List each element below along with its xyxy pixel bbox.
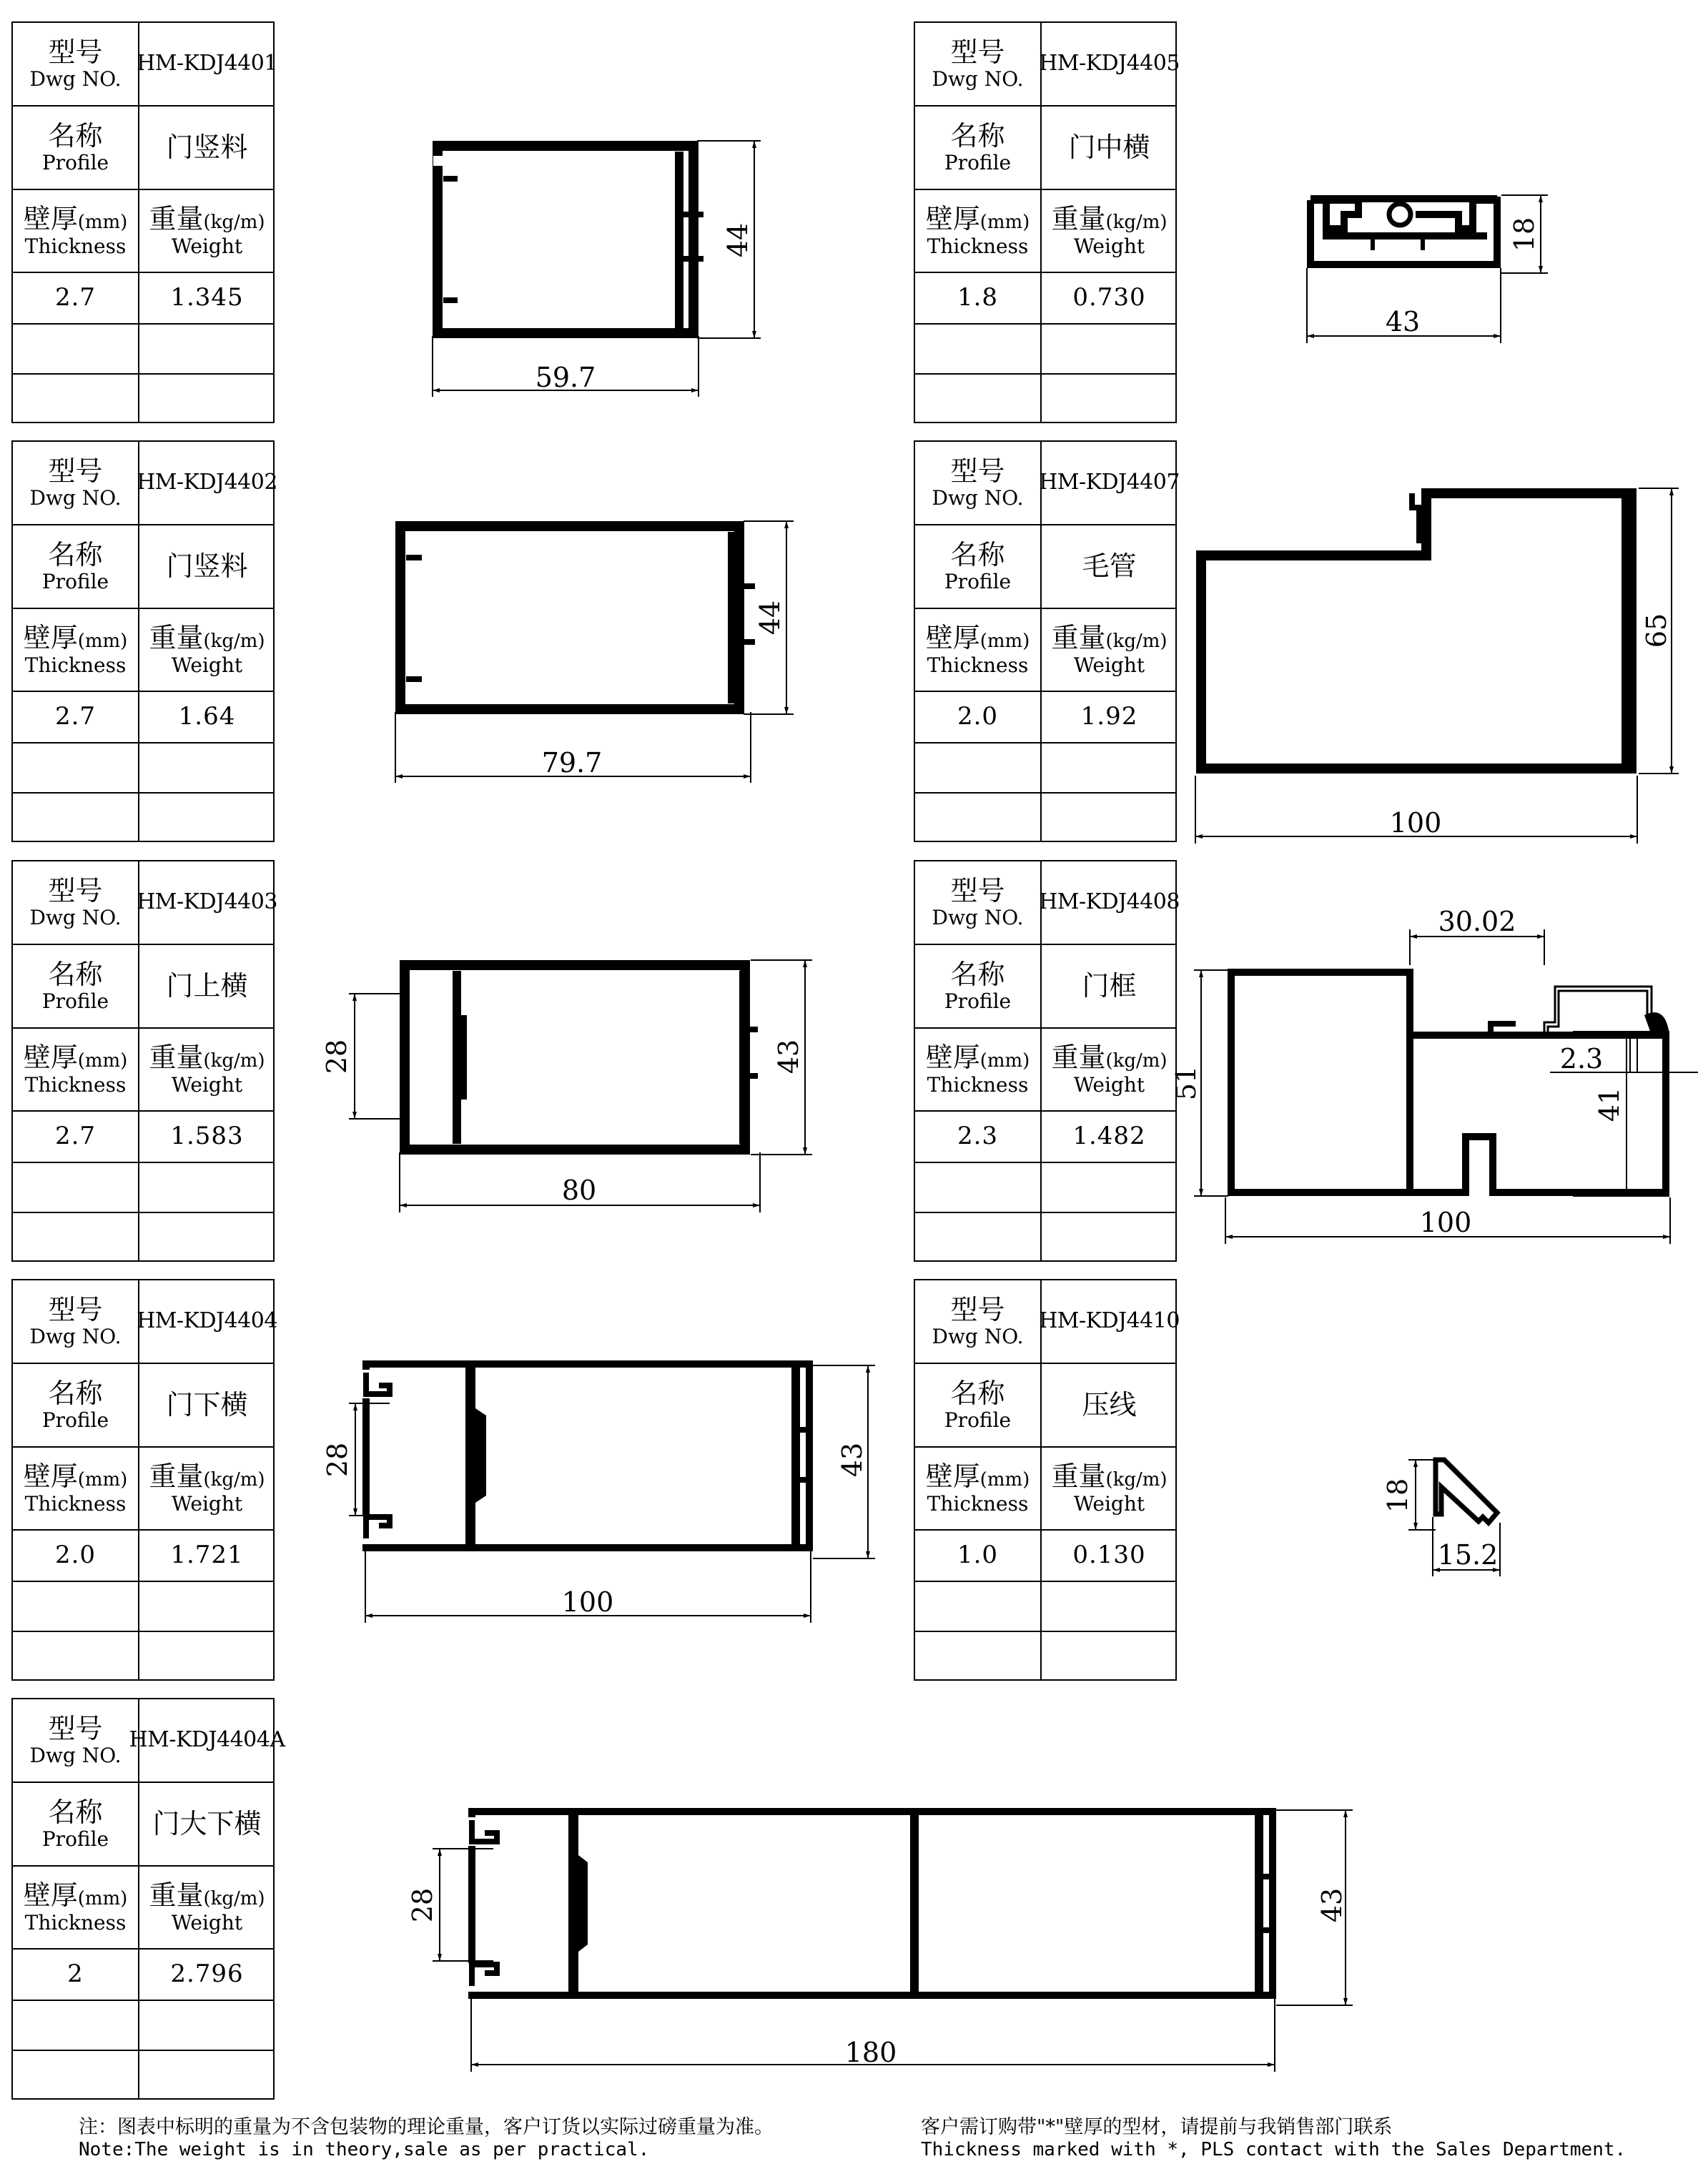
thickness-value: 1.8 [957, 283, 999, 312]
thickness-unit: (mm) [77, 212, 128, 234]
dim-width-4407: 100 [1389, 807, 1442, 839]
profile-label-zh: 名称 [48, 1377, 103, 1409]
profile-name: 门上横 [166, 969, 248, 1002]
dim-groove-4403: 28 [321, 1039, 352, 1074]
weight-unit: (kg/m) [203, 1469, 265, 1491]
profile-label-en: Profile [41, 570, 109, 594]
drawing-4410 [1382, 1460, 1500, 1576]
dwg-label-en: Dwg NO. [932, 906, 1024, 930]
note-left-en: Note:The weight is in theory,sale as per practical. [79, 2139, 650, 2160]
weight-label-zh: 重量 [149, 1042, 204, 1074]
profile-label-en: Profile [41, 989, 109, 1014]
thickness-label-en: Thickness [24, 1072, 127, 1097]
dim-width-4402: 79.7 [541, 747, 603, 779]
thickness-label-zh: 壁厚 [925, 1042, 980, 1074]
dim-height-4404a: 43 [1316, 1887, 1348, 1923]
thickness-label-zh: 壁厚 [23, 1461, 78, 1493]
thickness-label-zh: 壁厚 [23, 1879, 78, 1912]
profile-label-zh: 名称 [48, 119, 103, 152]
dim-height-4405: 18 [1509, 217, 1540, 252]
thickness-label-en: Thickness [927, 1072, 1029, 1097]
weight-label-en: Weight [171, 234, 243, 258]
dwg-number: HM-KDJ4402 [137, 470, 277, 495]
dwg-label-zh: 型号 [950, 36, 1005, 68]
weight-label-en: Weight [171, 653, 243, 677]
drawing-4403 [321, 960, 812, 1212]
profile-label-en: Profile [944, 989, 1012, 1014]
profile-label-zh: 名称 [48, 538, 103, 570]
dim-width-4401: 59.7 [535, 362, 596, 393]
weight-label-en: Weight [1073, 1072, 1145, 1097]
dwg-label-en: Dwg NO. [29, 1325, 122, 1349]
thickness-label-en: Thickness [927, 653, 1029, 677]
dwg-label-en: Dwg NO. [29, 67, 122, 92]
profile-label-zh: 名称 [950, 538, 1005, 570]
dwg-label-zh: 型号 [48, 1293, 103, 1325]
thickness-label-en: Thickness [24, 1910, 127, 1935]
profile-name: 毛管 [1082, 550, 1137, 582]
weight-label-zh: 重量 [1051, 203, 1106, 235]
weight-unit: (kg/m) [1105, 1469, 1168, 1491]
thickness-unit: (mm) [77, 1469, 128, 1491]
profile-label-zh: 名称 [48, 1796, 103, 1828]
weight-value: 1.583 [170, 1122, 244, 1151]
thickness-label-en: Thickness [24, 234, 127, 258]
weight-unit: (kg/m) [1105, 212, 1168, 234]
weight-label-en: Weight [1073, 234, 1145, 258]
profile-label-en: Profile [944, 151, 1012, 175]
dwg-label-zh: 型号 [48, 455, 103, 487]
weight-label-en: Weight [1073, 1491, 1145, 1516]
thickness-label-en: Thickness [24, 1491, 127, 1516]
profile-name: 门大下横 [152, 1807, 262, 1839]
thickness-label-zh: 壁厚 [925, 203, 980, 235]
weight-value: 0.730 [1072, 283, 1146, 312]
thickness-unit: (mm) [979, 631, 1030, 653]
profile-name: 门下横 [166, 1388, 248, 1420]
dwg-number: HM-KDJ4410 [1039, 1308, 1180, 1334]
profile-label-zh: 名称 [950, 1377, 1005, 1409]
dim-width-4404: 100 [561, 1586, 614, 1618]
dim-width-4404a: 180 [844, 2037, 897, 2068]
drawing-4402 [395, 521, 794, 783]
dwg-number: HM-KDJ4404 [137, 1308, 277, 1334]
dim-width-4408: 100 [1419, 1207, 1472, 1238]
note-right-en: Thickness marked with *, PLS contact with the Sales Department. [921, 2139, 1627, 2160]
thickness-label-zh: 壁厚 [23, 622, 78, 654]
weight-value: 2.796 [170, 1960, 244, 1989]
thickness-value: 2.0 [54, 1541, 97, 1570]
dwg-label-en: Dwg NO. [932, 67, 1024, 92]
dwg-number: HM-KDJ4404A [129, 1727, 285, 1753]
dwg-number: HM-KDJ4401 [137, 51, 277, 76]
dwg-label-en: Dwg NO. [29, 1744, 122, 1768]
drawing-4404 [322, 1364, 875, 1623]
profile-label-en: Profile [41, 151, 109, 175]
thickness-value: 1.0 [957, 1541, 999, 1570]
profile-name: 门竖料 [166, 131, 248, 163]
weight-label-en: Weight [171, 1072, 243, 1097]
dim-height-4410: 18 [1382, 1478, 1413, 1513]
dim-wall-4408: 2.3 [1559, 1043, 1604, 1074]
dwg-number: HM-KDJ4408 [1039, 889, 1180, 915]
dwg-label-zh: 型号 [48, 874, 103, 906]
dwg-number: HM-KDJ4405 [1039, 51, 1180, 76]
weight-value: 1.482 [1072, 1122, 1146, 1151]
thickness-value: 2 [67, 1960, 84, 1989]
dim-width-4410: 15.2 [1437, 1539, 1499, 1571]
profile-label-en: Profile [41, 1408, 109, 1433]
dim-height-4402: 44 [754, 600, 786, 636]
dwg-label-zh: 型号 [48, 36, 103, 68]
dwg-label-en: Dwg NO. [29, 906, 122, 930]
profile-name: 门框 [1082, 969, 1137, 1002]
weight-unit: (kg/m) [203, 212, 265, 234]
weight-label-en: Weight [171, 1910, 243, 1935]
dwg-label-zh: 型号 [950, 455, 1005, 487]
thickness-value: 2.7 [54, 283, 97, 312]
drawing-4405 [1307, 195, 1548, 343]
dwg-label-zh: 型号 [48, 1712, 103, 1744]
thickness-value: 2.7 [54, 1122, 97, 1151]
dim-height-4403: 43 [773, 1039, 804, 1074]
profile-name: 门中横 [1068, 131, 1150, 163]
dim-height-4408: 51 [1170, 1065, 1202, 1101]
profile-label-en: Profile [944, 1408, 1012, 1433]
thickness-label-zh: 壁厚 [925, 622, 980, 654]
dim-width-4405: 43 [1385, 306, 1421, 337]
dwg-number: HM-KDJ4403 [137, 889, 277, 915]
thickness-label-zh: 壁厚 [23, 1042, 78, 1074]
profile-label-zh: 名称 [48, 958, 103, 990]
thickness-unit: (mm) [979, 1469, 1030, 1491]
weight-label-zh: 重量 [1051, 1461, 1106, 1493]
thickness-unit: (mm) [979, 1050, 1030, 1072]
dim-opening-4408: 30.02 [1438, 906, 1516, 937]
thickness-unit: (mm) [979, 212, 1030, 234]
thickness-unit: (mm) [77, 631, 128, 653]
dwg-label-en: Dwg NO. [932, 486, 1024, 510]
note-right-zh: 客户需订购带"*"壁厚的型材，请提前与我销售部门联系 [921, 2116, 1393, 2138]
profile-label-en: Profile [944, 570, 1012, 594]
dwg-label-en: Dwg NO. [932, 1325, 1024, 1349]
thickness-value: 2.7 [54, 702, 97, 731]
thickness-unit: (mm) [77, 1050, 128, 1072]
weight-label-zh: 重量 [149, 622, 204, 654]
weight-unit: (kg/m) [203, 631, 265, 653]
profile-name: 门竖料 [166, 550, 248, 582]
dim-inner-height-4408: 41 [1594, 1087, 1625, 1122]
dim-height-4401: 44 [722, 222, 754, 258]
thickness-label-en: Thickness [927, 1491, 1029, 1516]
weight-label-zh: 重量 [149, 1461, 204, 1493]
weight-unit: (kg/m) [1105, 631, 1168, 653]
dim-height-4404: 43 [836, 1442, 868, 1478]
note-left-zh: 注：图表中标明的重量为不含包装物的理论重量，客户订货以实际过磅重量为准。 [79, 2116, 774, 2138]
dim-groove-4404: 28 [322, 1442, 353, 1478]
weight-label-en: Weight [1073, 653, 1145, 677]
thickness-label-en: Thickness [927, 234, 1029, 258]
thickness-value: 2.3 [957, 1122, 999, 1151]
thickness-label-zh: 壁厚 [925, 1461, 980, 1493]
profile-label-zh: 名称 [950, 958, 1005, 990]
weight-value: 1.721 [170, 1541, 244, 1570]
weight-unit: (kg/m) [203, 1888, 265, 1910]
dwg-number: HM-KDJ4407 [1039, 470, 1180, 495]
thickness-label-en: Thickness [24, 653, 127, 677]
weight-value: 0.130 [1072, 1541, 1146, 1570]
dwg-label-en: Dwg NO. [29, 486, 122, 510]
dim-height-4407: 65 [1641, 613, 1672, 648]
thickness-unit: (mm) [77, 1888, 128, 1910]
weight-unit: (kg/m) [1105, 1050, 1168, 1072]
drawing-4404a [407, 1810, 1353, 2072]
weight-unit: (kg/m) [203, 1050, 265, 1072]
profile-label-en: Profile [41, 1827, 109, 1852]
dim-groove-4404a: 28 [407, 1887, 438, 1923]
thickness-value: 2.0 [957, 702, 999, 731]
weight-value: 1.64 [178, 702, 236, 731]
weight-value: 1.92 [1080, 702, 1138, 731]
weight-label-en: Weight [171, 1491, 243, 1516]
thickness-label-zh: 壁厚 [23, 203, 78, 235]
profile-name: 压线 [1082, 1388, 1137, 1420]
dwg-label-zh: 型号 [950, 874, 1005, 906]
drawing-4407 [1195, 488, 1679, 844]
drawing-4401 [433, 141, 761, 397]
drawing-4408 [1170, 906, 1698, 1244]
weight-value: 1.345 [170, 283, 244, 312]
profile-label-zh: 名称 [950, 119, 1005, 152]
weight-label-zh: 重量 [1051, 622, 1106, 654]
weight-label-zh: 重量 [149, 1879, 204, 1912]
dim-width-4403: 80 [561, 1175, 597, 1206]
weight-label-zh: 重量 [149, 203, 204, 235]
weight-label-zh: 重量 [1051, 1042, 1106, 1074]
dwg-label-zh: 型号 [950, 1293, 1005, 1325]
